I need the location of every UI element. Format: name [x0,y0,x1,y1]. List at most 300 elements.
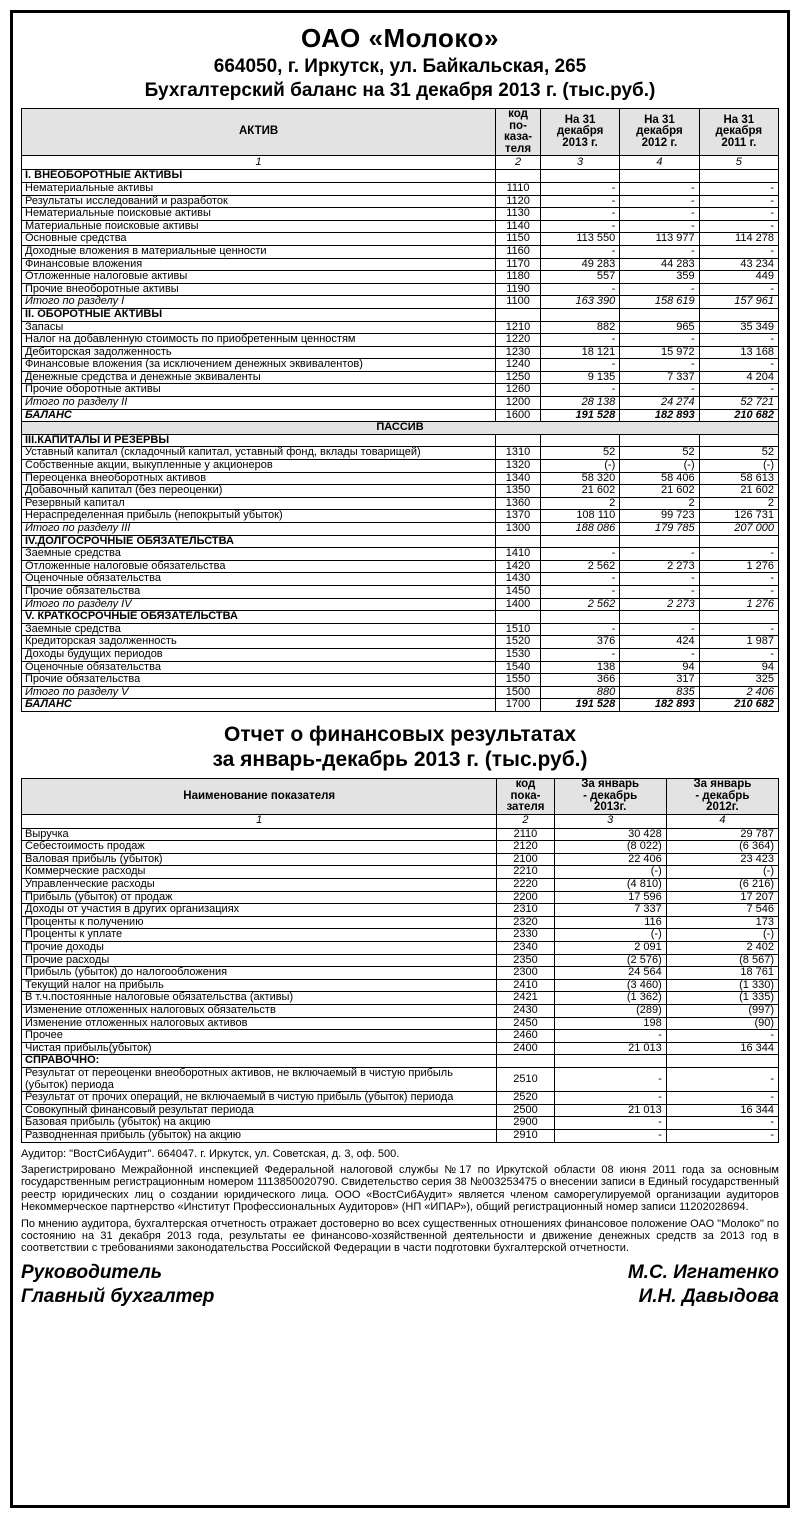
table-row [22,233,779,246]
col-num-1: 1 [22,156,496,170]
row-code: 1180 [496,271,541,284]
row-label: Результаты исследований и разработок [22,195,496,208]
table-row [22,1005,779,1018]
table-row [22,1092,779,1105]
col-num-3: 3 [540,156,619,170]
row-value-2: 16 344 [666,1042,778,1055]
row-label: Текущий налог на прибыль [22,979,497,992]
table-row [22,623,779,636]
row-value-3 [699,611,778,624]
row-value-3: - [699,220,778,233]
row-code: 1130 [496,208,541,221]
row-value-2: (8 567) [666,954,778,967]
table-row [22,397,779,410]
row-value-1: - [540,245,619,258]
row-value-1: - [554,1117,666,1130]
row-code: 2410 [497,979,554,992]
row-label: Нераспределенная прибыль (непокрытый убыток) [22,510,496,523]
financial-table-head [22,778,779,828]
table-row [22,560,779,573]
row-value-2: 17 207 [666,891,778,904]
row-value-3: 114 278 [699,233,778,246]
row-value-1: (8 022) [554,841,666,854]
table-row [22,916,779,929]
row-code: 2350 [497,954,554,967]
row-value-2: (6 216) [666,879,778,892]
table-row [22,510,779,523]
row-value-2 [620,434,699,447]
table-row [22,220,779,233]
row-value-2: 182 893 [620,409,699,422]
table-row [22,866,779,879]
row-label: В т.ч.постоянные налоговые обязательства (активы) [22,992,497,1005]
table-row [22,371,779,384]
row-value-1: 188 086 [540,523,619,536]
row-value-1 [540,170,619,183]
row-value-1: - [540,573,619,586]
row-value-2: - [666,1092,778,1105]
table-row [22,1117,779,1130]
row-value-1: 17 596 [554,891,666,904]
table-row [22,271,779,284]
row-label: Итого по разделу III [22,523,496,536]
row-value-1: - [554,1067,666,1091]
row-value-3: 210 682 [699,409,778,422]
row-value-1: 21 602 [540,485,619,498]
row-label: Совокупный финансовый результат периода [22,1104,497,1117]
row-value-3: - [699,182,778,195]
row-value-1: 116 [554,916,666,929]
row-value-1 [540,611,619,624]
row-label: Изменение отложенных налоговых активов [22,1017,497,1030]
row-value-1: - [554,1129,666,1142]
row-value-3: 1 276 [699,560,778,573]
row-code: 2400 [497,1042,554,1055]
col-num-5: 5 [699,156,778,170]
col-head-asset: АКТИВ [22,109,496,156]
row-value-1: 58 320 [540,472,619,485]
row-label: Выручка [22,828,497,841]
fin-col-head-2013: За январь - декабрь 2013г. [554,778,666,814]
row-code: 1240 [496,359,541,372]
table-row [22,992,779,1005]
row-label: Уставный капитал (складочный капитал, уставный фонд, вклады товарищей) [22,447,496,460]
row-code: 1210 [496,321,541,334]
signature-block [21,1261,779,1309]
row-value-3: - [699,623,778,636]
row-value-2: 7 337 [620,371,699,384]
row-label: Добавочный капитал (без переоценки) [22,485,496,498]
row-code: 2450 [497,1017,554,1030]
row-value-2: 7 546 [666,904,778,917]
row-code: 1310 [496,447,541,460]
row-value-3: - [699,195,778,208]
row-value-1: - [540,548,619,561]
row-value-1: 880 [540,686,619,699]
row-code: 2430 [497,1005,554,1018]
row-value-2: 24 274 [620,397,699,410]
table-row [22,929,779,942]
row-code: 1100 [496,296,541,309]
row-code: 1230 [496,346,541,359]
row-value-2: - [666,1030,778,1043]
row-value-1: 191 528 [540,699,619,712]
row-value-1: - [540,220,619,233]
row-label: Собственные акции, выкупленные у акционеров [22,460,496,473]
row-label: Чистая прибыль(убыток) [22,1042,497,1055]
row-label: Оценочные обязательства [22,661,496,674]
row-value-2: - [620,548,699,561]
row-code: 1220 [496,334,541,347]
col-num-2: 2 [496,156,541,170]
company-name: ОАО «Молоко» [301,23,499,53]
table-row [22,434,779,447]
row-value-1: 18 121 [540,346,619,359]
row-value-1: - [540,623,619,636]
row-code: 1300 [496,523,541,536]
row-value-1: (1 362) [554,992,666,1005]
row-value-2: (6 364) [666,841,778,854]
row-value-3: - [699,573,778,586]
row-label: V. КРАТКОСРОЧНЫЕ ОБЯЗАТЕЛЬСТВА [22,611,496,624]
table-row [22,674,779,687]
table-row [22,245,779,258]
row-value-1: 2 562 [540,598,619,611]
document-header [21,23,779,102]
row-value-1: (3 460) [554,979,666,992]
row-label: Проценты к уплате [22,929,497,942]
table-row [22,1067,779,1091]
signature-names [628,1261,779,1309]
row-value-2: 965 [620,321,699,334]
table-row [22,879,779,892]
row-label: Отложенные налоговые обязательства [22,560,496,573]
row-value-2: - [620,195,699,208]
row-value-2: 359 [620,271,699,284]
row-code: 1170 [496,258,541,271]
row-code: 1550 [496,674,541,687]
row-value-2: 835 [620,686,699,699]
row-value-2: (90) [666,1017,778,1030]
row-value-2: 58 406 [620,472,699,485]
row-value-1: 2 [540,497,619,510]
row-code: 2460 [497,1030,554,1043]
row-value-2: (-) [666,929,778,942]
row-value-3: 35 349 [699,321,778,334]
balance-table-body [22,170,779,712]
row-value-2: 179 785 [620,523,699,536]
row-label: Прибыль (убыток) от продаж [22,891,497,904]
row-label: Оценочные обязательства [22,573,496,586]
row-label: Заемные средства [22,548,496,561]
row-label: Коммерческие расходы [22,866,497,879]
row-value-1: 24 564 [554,967,666,980]
row-label: Резервный капитал [22,497,496,510]
row-code [497,1055,554,1068]
financial-results-table [21,778,779,1143]
row-label: Прочие внеоборотные активы [22,283,496,296]
table-row [22,485,779,498]
row-label: Прочие оборотные активы [22,384,496,397]
row-code: 1340 [496,472,541,485]
row-value-2: 18 761 [666,967,778,980]
row-label: Итого по разделу I [22,296,496,309]
row-label: Денежные средства и денежные эквиваленты [22,371,496,384]
name-director: М.С. Игнатенко [627,1261,779,1283]
row-value-3: 43 234 [699,258,778,271]
row-code: 1420 [496,560,541,573]
row-value-2: 317 [620,674,699,687]
row-code: 1410 [496,548,541,561]
row-value-3: 449 [699,271,778,284]
row-code: 1320 [496,460,541,473]
table-row [22,359,779,372]
row-code [496,535,541,548]
row-value-2: 158 619 [620,296,699,309]
row-value-2: - [666,1067,778,1091]
row-label: Нематериальные активы [22,182,496,195]
row-label: Материальные поисковые активы [22,220,496,233]
row-label: Отложенные налоговые активы [22,271,496,284]
role-director: Руководитель [21,1261,162,1283]
row-value-1 [540,308,619,321]
table-row [22,195,779,208]
row-value-1: 2 091 [554,942,666,955]
row-label: Налог на добавленную стоимость по приобретенным ценностям [22,334,496,347]
row-value-1 [540,434,619,447]
row-label: Прочие доходы [22,942,497,955]
row-value-3: - [699,334,778,347]
table-row [22,472,779,485]
table-row [22,967,779,980]
table-row [22,535,779,548]
row-label: Разводненная прибыль (убыток) на акцию [22,1129,497,1142]
row-value-3: 94 [699,661,778,674]
row-code: 1430 [496,573,541,586]
row-code: 2421 [497,992,554,1005]
row-code: 1260 [496,384,541,397]
row-value-3: 157 961 [699,296,778,309]
row-value-2: (1 330) [666,979,778,992]
row-value-1: - [554,1092,666,1105]
row-value-1: 2 562 [540,560,619,573]
row-label: Итого по разделу V [22,686,496,699]
row-code: 2100 [497,853,554,866]
row-value-3: - [699,245,778,258]
row-value-2: - [620,623,699,636]
table-row [22,321,779,334]
row-value-1: 376 [540,636,619,649]
row-code: 1520 [496,636,541,649]
row-value-3: (-) [699,460,778,473]
row-label: Итого по разделу II [22,397,496,410]
row-value-1: 882 [540,321,619,334]
row-value-1: 113 550 [540,233,619,246]
fin-col-number-row [22,814,779,828]
fin-col-head-code: код пока- зателя [497,778,554,814]
row-value-2: 21 602 [620,485,699,498]
row-code: 1450 [496,585,541,598]
row-code: 2310 [497,904,554,917]
row-value-2: 2 273 [620,598,699,611]
row-value-2: 29 787 [666,828,778,841]
row-code: 2220 [497,879,554,892]
balance-sheet-title: Бухгалтерский баланс на 31 декабря 2013 г. (тыс.руб.) [144,80,656,101]
row-label: Результат от прочих операций, не включаемый в чистую прибыль (убыток) периода [22,1092,497,1105]
row-value-2: - [666,1117,778,1130]
row-code: 2520 [497,1092,554,1105]
row-code: 2910 [497,1129,554,1142]
row-value-2: - [620,283,699,296]
row-label: II. ОБОРОТНЫЕ АКТИВЫ [22,308,496,321]
row-value-1 [554,1055,666,1068]
financial-table-body [22,828,779,1142]
row-code: 1160 [496,245,541,258]
name-chief-accountant: И.Н. Давыдова [638,1285,779,1307]
row-code: 2330 [497,929,554,942]
row-label: Прочее [22,1030,497,1043]
row-code: 1350 [496,485,541,498]
signature-roles [21,1261,214,1309]
row-code: 2210 [497,866,554,879]
table-row [22,1017,779,1030]
row-code: 2500 [497,1104,554,1117]
row-code: 2120 [497,841,554,854]
row-code: 2320 [497,916,554,929]
row-value-2 [620,611,699,624]
row-label: Изменение отложенных налоговых обязательств [22,1005,497,1018]
table-row [22,828,779,841]
row-label: Прочие обязательства [22,674,496,687]
row-label: Итого по разделу IV [22,598,496,611]
row-value-1: (-) [554,929,666,942]
fin-col-num-2: 2 [497,814,554,828]
row-value-1: - [540,182,619,195]
row-value-1: (-) [540,460,619,473]
table-row [22,460,779,473]
row-label: Доходные вложения в материальные ценности [22,245,496,258]
table-row [22,170,779,183]
row-label: Прочие обязательства [22,585,496,598]
table-row [22,853,779,866]
row-value-1: 21 013 [554,1104,666,1117]
col-head-code: код по- каза- теля [496,109,541,156]
col-num-4: 4 [620,156,699,170]
row-value-2: (1 335) [666,992,778,1005]
table-row [22,409,779,422]
row-value-3: 126 731 [699,510,778,523]
row-value-2: 424 [620,636,699,649]
row-value-1: 138 [540,661,619,674]
row-value-1: - [540,648,619,661]
row-value-2: - [620,220,699,233]
row-value-3: 52 721 [699,397,778,410]
row-value-3: - [699,548,778,561]
row-label: Финансовые вложения (за исключением денежных эквивалентов) [22,359,496,372]
row-value-1: 366 [540,674,619,687]
row-value-2: 23 423 [666,853,778,866]
row-label: III.КАПИТАЛЫ И РЕЗЕРВЫ [22,434,496,447]
row-code [496,308,541,321]
row-code: 2110 [497,828,554,841]
table-row [22,1042,779,1055]
table-row [22,661,779,674]
row-value-2: - [620,182,699,195]
row-value-2: (997) [666,1005,778,1018]
row-value-3: - [699,359,778,372]
table-row [22,208,779,221]
row-label: IV.ДОЛГОСРОЧНЫЕ ОБЯЗАТЕЛЬСТВА [22,535,496,548]
row-code: 2900 [497,1117,554,1130]
row-value-2: 2 273 [620,560,699,573]
table-row [22,346,779,359]
row-value-2: - [620,359,699,372]
row-value-2: 94 [620,661,699,674]
row-value-1: (4 810) [554,879,666,892]
row-value-2 [620,535,699,548]
table-row [22,1055,779,1068]
row-value-3: 13 168 [699,346,778,359]
row-code: 1530 [496,648,541,661]
row-label: Себестоимость продаж [22,841,497,854]
table-row [22,182,779,195]
company-address: 664050, г. Иркутск, ул. Байкальская, 265 [213,56,587,77]
row-code [496,611,541,624]
row-value-2: 113 977 [620,233,699,246]
row-value-1: 21 013 [554,1042,666,1055]
row-value-3: - [699,648,778,661]
row-value-2 [666,1055,778,1068]
table-row [22,636,779,649]
row-label: Переоценка внеоборотных активов [22,472,496,485]
row-value-1: 49 283 [540,258,619,271]
row-code: 1250 [496,371,541,384]
row-value-3: 2 [699,497,778,510]
row-value-2: - [620,585,699,598]
row-label: Прибыль (убыток) до налогообложения [22,967,497,980]
row-value-1: (-) [554,866,666,879]
row-label: СПРАВОЧНО: [22,1055,497,1068]
row-label: Доходы будущих периодов [22,648,496,661]
table-row [22,648,779,661]
row-value-1: 28 138 [540,397,619,410]
row-value-3: 52 [699,447,778,460]
row-value-3: 1 276 [699,598,778,611]
col-number-row [22,156,779,170]
table-row [22,258,779,271]
row-value-2: (-) [666,866,778,879]
row-value-2: 44 283 [620,258,699,271]
row-value-3: 4 204 [699,371,778,384]
col-head-2013: На 31 декабря 2013 г. [540,109,619,156]
row-label: Базовая прибыль (убыток) на акцию [22,1117,497,1130]
row-label: БАЛАНС [22,409,496,422]
row-value-2: 182 893 [620,699,699,712]
col-head-2011: На 31 декабря 2011 г. [699,109,778,156]
row-value-3: - [699,208,778,221]
row-value-1: 7 337 [554,904,666,917]
row-value-2: 15 972 [620,346,699,359]
table-row [22,611,779,624]
passive-section-header [22,422,779,435]
row-code: 2300 [497,967,554,980]
col-head-2012: На 31 декабря 2012 г. [620,109,699,156]
row-code: 2340 [497,942,554,955]
row-value-3: 210 682 [699,699,778,712]
row-value-1: 163 390 [540,296,619,309]
row-code: 1360 [496,497,541,510]
table-row [22,283,779,296]
